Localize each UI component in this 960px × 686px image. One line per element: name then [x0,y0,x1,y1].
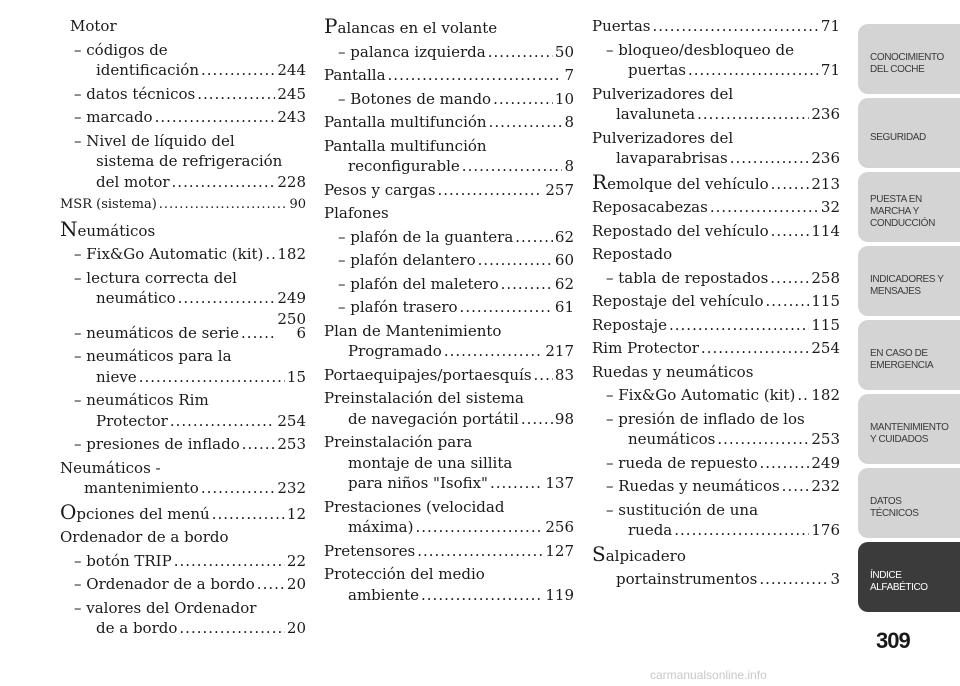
index-entry-text: – Fix&Go Automatic (kit) [606,386,796,404]
index-entry [324,42,574,63]
index-entry-text: – botón TRIP [74,551,172,570]
dot-leader [674,520,809,541]
dot-leader [717,429,809,450]
index-page-number: 71 [820,17,840,35]
dot-leader [669,315,809,336]
index-page-number: 90 [289,197,306,212]
dot-leader [257,574,285,595]
dot-leader [534,365,553,386]
index-page-number: 236 [811,105,840,123]
index-entry-text: – marcado [74,108,153,126]
index-page-number: 256 [545,518,574,536]
index-entry [592,16,840,37]
index-page-number: 232 [277,479,306,497]
index-entry-text: – plafón de la guantera [338,227,514,246]
index-entry [324,89,574,110]
index-entry-text: mantenimiento [84,479,199,497]
index-heading-text: alpicadero [605,546,686,565]
index-entry [60,216,306,242]
index-entry-text: – palanca izquierda [338,42,486,61]
dot-leader [489,112,563,133]
dot-leader [766,291,810,312]
index-entry-text: sistema de refrigeración [96,152,283,170]
index-entry [592,84,840,125]
chapter-tab-label: INDICADORES Y MENSAJES [870,274,944,297]
index-entry [324,16,574,39]
index-page-number: 62 [554,227,574,246]
index-entry [592,221,840,242]
index-entry [60,244,306,265]
index-entry-text: nieve [96,367,137,386]
chapter-tab[interactable] [858,246,960,316]
index-initial-letter: N [60,216,78,241]
dot-leader [462,156,563,177]
index-entry [592,40,840,81]
chapter-tab-label: CONOCIMIENTO DEL COCHE [870,52,944,75]
index-page-number: 98 [554,409,574,428]
index-page-number: 232 [811,477,840,495]
index-entry [592,569,840,590]
index-entry [324,274,574,295]
index-page-number: 10 [554,89,574,108]
index-entry-text: – Fix&Go Automatic (kit) [74,245,264,263]
index-entry-text: para niños "Isofix" [348,474,488,492]
index-entry [592,244,840,265]
index-entry [592,338,840,359]
index-entry-text: montaje de una sillita [348,453,513,472]
index-entry [324,297,574,318]
index-entry [60,598,306,639]
index-entry-text: lavaluneta [616,105,696,123]
index-entry-text: Repostado [592,245,673,263]
dot-leader [770,268,809,289]
index-entry-text: – sustitución de una [606,500,759,519]
index-page-number: 12 [286,504,306,523]
index-page-number: 244 [277,61,306,79]
index-entry-text: Repostaje [592,315,667,334]
dot-leader [201,478,276,499]
dot-leader [521,409,553,430]
dot-leader [438,180,544,201]
index-entry-text: – Ruedas y neumáticos [606,477,780,495]
dot-leader [139,367,285,388]
index-page-number: 176 [811,521,840,539]
index-entry [324,250,574,271]
index-page-number: 8 [564,157,574,175]
index-entry [592,268,840,289]
index-entry-text: Plan de Mantenimiento [324,321,502,340]
index-entry-text: Pretensores [324,541,416,560]
index-entry [60,309,306,344]
index-letter-heading [592,541,686,566]
index-entry-text: identificación [96,61,200,79]
index-entry [60,346,306,387]
dot-leader [501,274,553,295]
dot-leader [701,338,809,359]
dot-leader [174,551,285,572]
index-entry-text: – valores del Ordenador [74,598,257,617]
index-page-number: 245 [277,84,306,103]
index-entry [324,365,574,386]
index-entry-text: – neumáticos Rim [74,391,209,409]
index-page-number: 114 [811,221,840,240]
index-entry-text: Reposacabezas [592,198,708,216]
chapter-tab-label: ÍNDICE ALFABÉTICO [870,570,928,593]
index-page-number: 213 [811,174,840,193]
index-entry [592,315,840,336]
index-entry-text: lavaparabrisas [616,149,728,167]
index-heading-text: alancas en el volante [337,19,498,37]
index-entry-text: Pulverizadores del [592,84,734,103]
index-page-number: 83 [554,365,574,384]
index-page-number: 71 [820,61,840,79]
index-page-number: 257 [545,180,574,199]
index-entry [592,500,840,541]
dot-leader [730,148,810,169]
index-entry-text: – plafón delantero [338,251,476,269]
index-entry-text: Pesos y cargas [324,180,436,199]
index-entry-text: Protección del medio [324,565,485,583]
dot-leader [415,517,543,538]
dot-leader [417,541,543,562]
index-entry [324,203,574,224]
index-page-number: 250 6 [277,309,306,342]
index-heading-text: pciones del menú [76,504,210,523]
index-entry [592,541,840,567]
index-entry [324,497,574,538]
index-entry-text: Ruedas y neumáticos [592,362,754,381]
index-entry-text: máxima) [348,518,414,536]
index-page-number: 137 [545,474,574,492]
index-entry-text: Pulverizadores del [592,128,734,147]
index-entry-text: – tabla de repostados [606,268,769,287]
index-initial-letter: O [60,499,77,524]
index-column-2 [324,16,574,608]
index-entry [60,551,306,572]
index-entry-text: neumático [96,289,176,307]
dot-leader [697,104,809,125]
dot-leader [797,385,809,406]
index-entry [60,195,306,216]
dot-leader [179,618,285,639]
index-initial-letter: P [324,14,338,38]
chapter-tab-label: MANTENIMIENTO Y CUIDADOS [870,422,949,445]
dot-leader [212,504,285,525]
chapter-tabs [858,24,960,616]
index-page-number: 217 [545,342,574,360]
dot-leader [159,195,288,216]
index-entry-text: MSR (sistema) [60,197,157,212]
index-page-number: 20 [286,619,306,637]
dot-leader [759,569,828,590]
dot-leader [771,221,810,242]
index-entry-text: – códigos de [74,40,168,59]
dot-leader [388,65,563,86]
index-entry-text: portainstrumentos [616,570,758,588]
dot-leader [197,84,275,105]
index-page-number: 22 [286,551,306,570]
index-entry [60,499,306,525]
index-entry-text: – datos técnicos [74,84,196,103]
index-entry [324,564,574,605]
index-page-number: 20 [286,575,306,593]
dot-leader [688,60,819,81]
index-entry [60,16,306,37]
index-page-number: 61 [554,298,574,316]
index-entry [60,107,306,128]
page-number: 309 [876,628,910,653]
index-entry-text: – Botones de mando [338,89,492,108]
dot-leader [488,42,553,63]
index-entry [60,434,306,455]
chapter-tab[interactable] [858,172,960,242]
index-entry [324,65,574,86]
index-entry-text: Repostaje del vehículo [592,292,764,310]
index-letter-heading [592,169,769,195]
index-column-1 [60,16,306,642]
index-entry-text: – Ordenador de a bordo [74,575,255,593]
index-entry [592,385,840,406]
index-initial-letter: R [592,169,608,194]
index-entry-text: de a bordo [96,619,178,637]
chapter-tab[interactable] [858,24,960,94]
index-page-number: 62 [554,274,574,293]
index-page-number: 249 [277,289,306,307]
index-entry-text: – plafón trasero [338,298,458,316]
index-letter-heading [324,14,498,38]
index-entry-text: Motor [70,17,117,35]
index-entry-text: neumáticos [628,430,716,448]
dot-leader [241,323,275,344]
dot-leader [265,244,275,265]
index-letter-heading [60,499,210,525]
index-page-number: 32 [820,198,840,216]
index-entry [592,476,840,497]
index-entry-text: Repostado del vehículo [592,221,769,240]
index-entry-text: rueda [628,521,673,539]
index-entry-text: Portaequipajes/portaesquís [324,365,532,384]
index-entry-text: – neumáticos de serie [74,323,240,342]
watermark: carmanualsonline.info [650,668,767,682]
index-page-number: 3 [830,570,840,588]
index-page-number: 253 [277,435,306,453]
index-entry-text: puertas [628,61,686,79]
index-entry-text: Plafones [324,204,389,222]
dot-leader [178,288,276,309]
index-entry [60,268,306,309]
index-page-number: 182 [811,386,840,404]
chapter-tab-label: EN CASO DE EMERGENCIA [870,348,934,371]
dot-leader [493,89,553,110]
index-entry-text: – presiones de inflado [74,435,240,453]
index-entry [60,458,306,499]
index-entry [324,541,574,562]
chapter-tab-label: SEGURIDAD [870,132,926,143]
index-entry [592,291,840,312]
index-entry-text: Protector [96,411,168,430]
index-letter-heading [60,216,156,241]
index-entry [324,136,574,177]
index-entry-text: Ordenador de a bordo [60,528,229,546]
chapter-tab[interactable] [858,320,960,390]
chapter-tab-label: PUESTA EN MARCHA Y CONDUCCIÓN [870,194,935,229]
dot-leader [782,476,810,497]
index-entry-text: – presión de inflado de los [606,409,805,428]
chapter-tab[interactable] [858,98,960,168]
index-page-number: 236 [811,149,840,167]
index-entry-text: – bloqueo/desbloqueo de [606,40,794,59]
index-entry-text: Preinstalación del sistema [324,389,524,407]
index-page-number: 254 [811,339,840,357]
index-entry-text: Prestaciones (velocidad [324,497,505,516]
dot-leader [710,197,819,218]
dot-leader [172,172,276,193]
index-page-number: 15 [286,367,306,386]
index-entry-text: Pantalla multifunción [324,136,487,155]
dot-leader [444,341,544,362]
chapter-tab[interactable] [858,394,960,464]
index-entry [60,574,306,595]
index-entry [324,432,574,494]
dot-leader [478,250,553,271]
index-entry-text: – lectura correcta del [74,268,237,287]
index-entry [60,84,306,105]
index-entry [324,321,574,362]
dot-leader [170,411,276,432]
index-page-number: 254 [277,411,306,430]
index-page-number: 258 [811,268,840,287]
index-entry-text: del motor [96,172,170,191]
index-entry [592,169,840,195]
index-entry [60,40,306,81]
index-page-number: 228 [277,172,306,191]
dot-leader [242,434,276,455]
index-entry [324,227,574,248]
dot-leader [515,227,553,248]
index-entry-text: Pantalla [324,66,386,84]
index-entry-text: Preinstalación para [324,433,473,451]
index-entry-text: – Nivel de líquido del [74,131,235,150]
index-entry [60,527,306,548]
index-page-number: 249 [811,453,840,472]
index-entry [324,112,574,133]
index-page-number: 60 [554,251,574,269]
index-entry-text: Programado [348,342,442,360]
dot-leader [490,473,543,494]
dot-leader [201,60,275,81]
chapter-tab[interactable] [858,542,960,612]
index-column-3 [592,16,840,593]
dot-leader [155,107,276,128]
index-heading-text: emolque del vehículo [607,174,769,193]
dot-leader [652,16,818,37]
chapter-tab-label: DATOS TÉCNICOS [870,496,919,519]
chapter-tab[interactable] [858,468,960,538]
index-page-number: 182 [277,245,306,263]
index-page-number: 50 [554,42,574,61]
index-page-number: 243 [277,108,306,126]
index-heading-text: eumáticos [77,221,156,240]
index-page-number: 127 [545,541,574,560]
index-entry-text: – rueda de repuesto [606,453,758,472]
index-entry [592,409,840,450]
index-entry [60,390,306,431]
index-initial-letter: S [592,541,606,566]
index-entry [592,128,840,169]
index-page-number: 8 [564,113,574,131]
index-entry [324,180,574,201]
dot-leader [460,297,553,318]
index-entry [592,453,840,474]
index-entry [592,362,840,383]
index-entry-text: – plafón del maletero [338,274,499,293]
index-entry [324,388,574,429]
index-page-number: 115 [811,292,840,310]
index-entry-text: Neumáticos - [60,458,161,477]
index-entry-text: ambiente [348,585,420,604]
index-page-number: 253 [811,430,840,448]
index-page-number: 115 [811,315,840,334]
index-entry-text: – neumáticos para la [74,347,232,365]
dot-leader [771,174,810,195]
index-page-number: 7 [564,66,574,84]
index-entry [592,197,840,218]
index-entry-text: Rim Protector [592,339,699,357]
index-page-number: 119 [545,585,574,604]
index-entry-text: Puertas [592,17,651,35]
index-entry-text: Pantalla multifunción [324,113,487,131]
index-entry [60,131,306,193]
index-entry-text: reconfigurable [348,157,460,175]
dot-leader [759,453,809,474]
dot-leader [421,585,543,606]
index-entry-text: de navegación portátil [348,409,519,428]
